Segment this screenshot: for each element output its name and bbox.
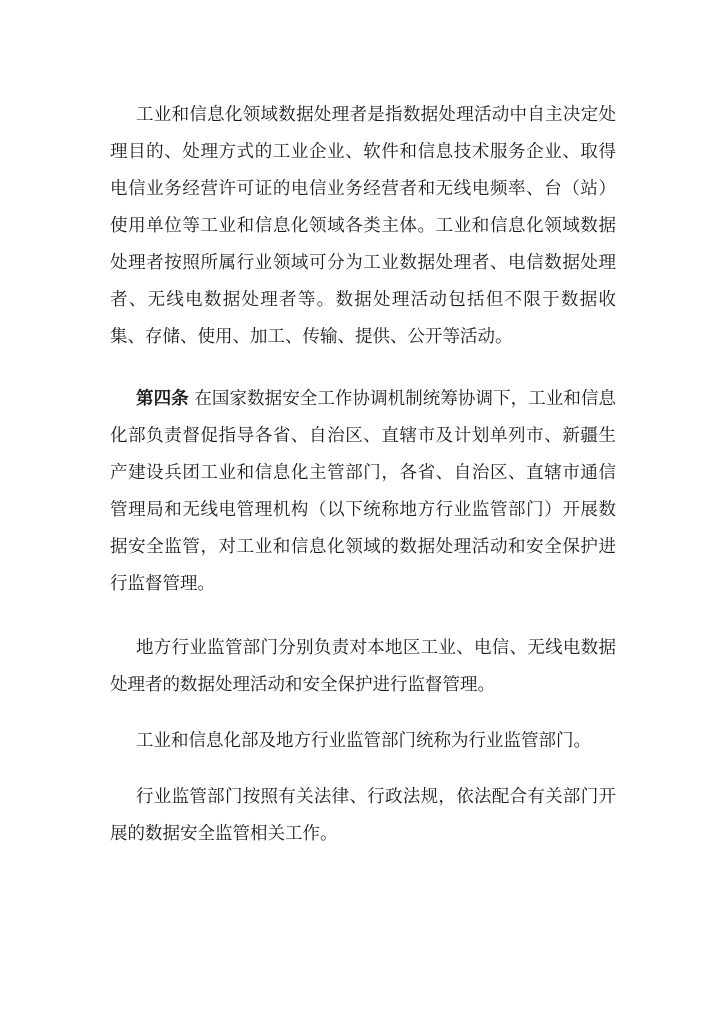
paragraph-text: 地方行业监管部门分别负责对本地区工业、电信、无线电数据处理者的数据处理活动和安全保护进行监督管理。 — [110, 638, 616, 695]
paragraph-article-4 — [110, 381, 616, 603]
paragraph-industry-regulators — [110, 723, 616, 760]
article-number: 第四条 — [136, 389, 189, 409]
paragraph-text: 工业和信息化领域数据处理者是指数据处理活动中自主决定处理目的、处理方式的工业企业、软件和信息技术服务企业、取得电信业务经营许可证的电信业务经营者和无线电频率、台（站）使用单位等工业和信息化领域各类主体。工业和信息化领域数据处理者按照所属行业领域可分为工业数据处理者、电信数据处理者、无线电数据处理者等。数据处理活动包括但不限于数据收集、存储、使用、加工、传输、提供、公开等活动。 — [110, 105, 616, 347]
paragraph-definition — [110, 97, 616, 356]
paragraph-text: 在国家数据安全工作协调机制统筹协调下，工业和信息化部负责督促指导各省、自治区、直辖市及计划单列市、新疆生产建设兵团工业和信息化主管部门，各省、自治区、直辖市通信管理局和无线电管理机构（以下统称地方行业监管部门）开展数据安全监管，对工业和信息化领域的数据处理活动和安全保护进行监督管理。 — [110, 389, 617, 594]
paragraph-text: 行业监管部门按照有关法律、行政法规，依法配合有关部门开展的数据安全监管相关工作。 — [110, 787, 616, 844]
paragraph-local-regulators — [110, 630, 616, 704]
paragraph-text: 工业和信息化部及地方行业监管部门统称为行业监管部门。 — [136, 731, 591, 751]
paragraph-cooperation — [110, 779, 616, 853]
